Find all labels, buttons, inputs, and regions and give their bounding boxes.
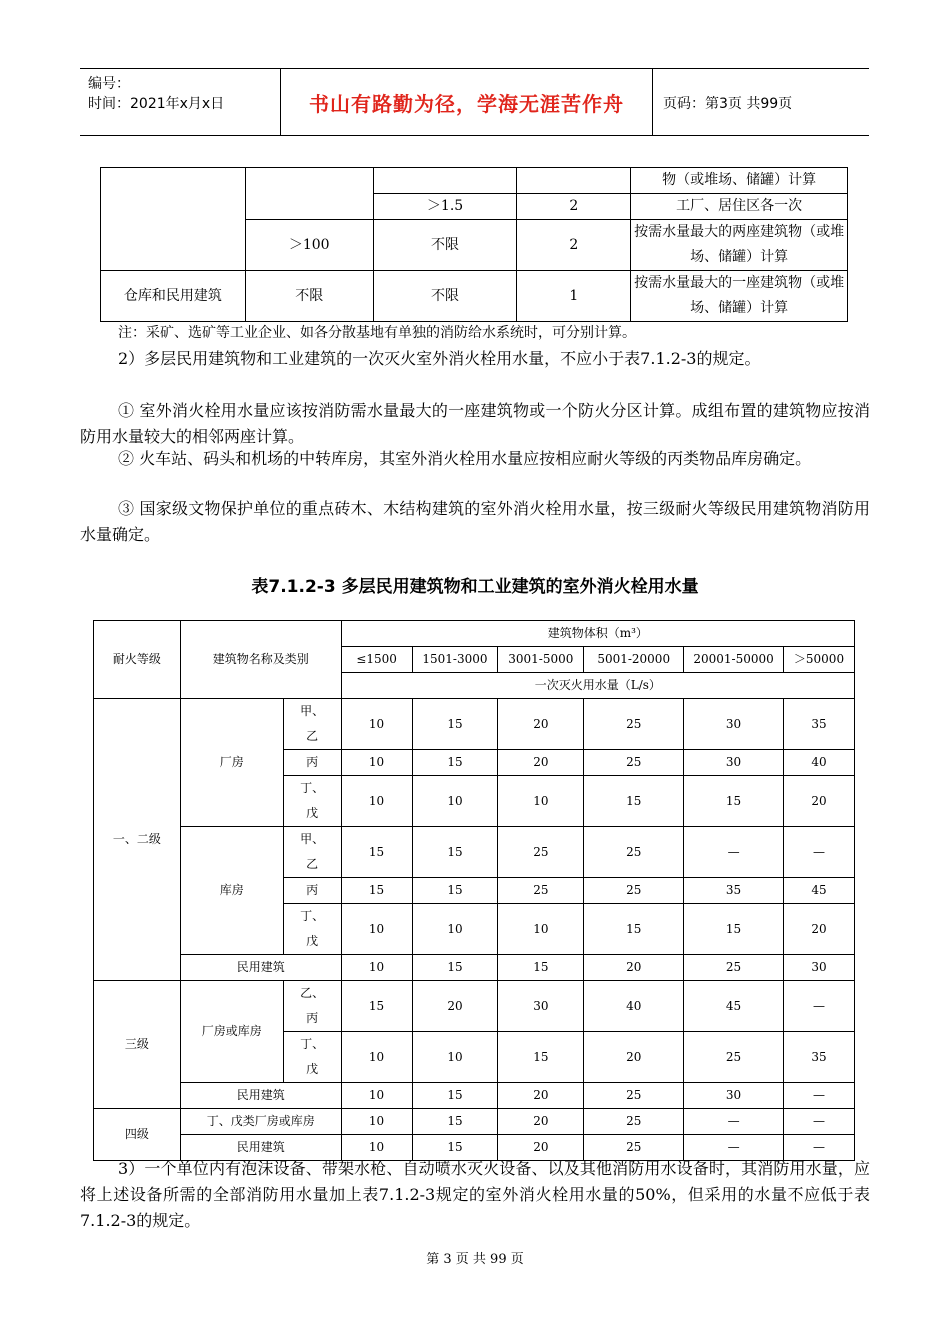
table-cell: ＞1.5: [373, 194, 517, 220]
table-cell: 2: [517, 220, 631, 271]
value-cell: 35: [784, 1032, 855, 1083]
table-row: [101, 168, 848, 194]
group-label: 三级: [94, 981, 181, 1109]
table-cell: ＞100: [245, 220, 373, 271]
header-col: 5001-20000: [584, 647, 684, 673]
value-cell: 20: [498, 750, 584, 776]
value-cell: 10: [341, 1135, 412, 1161]
value-cell: —: [784, 1135, 855, 1161]
class-label: 甲、乙: [283, 827, 341, 878]
class-label: 乙、丙: [283, 981, 341, 1032]
value-cell: 10: [412, 776, 498, 827]
header-meta: [80, 69, 281, 135]
value-cell: 15: [684, 776, 784, 827]
header-water: 一次灭火用水量（L/s）: [341, 673, 854, 699]
table-cell: 工厂、居住区各一次: [631, 194, 848, 220]
header-col: 1501-3000: [412, 647, 498, 673]
value-cell: —: [784, 1083, 855, 1109]
value-cell: 35: [684, 878, 784, 904]
header-fire-rating: 耐火等级: [94, 621, 181, 699]
class-label: 丁、戊: [283, 1032, 341, 1083]
value-cell: —: [784, 1109, 855, 1135]
table-cell: [373, 168, 517, 194]
value-cell: 10: [341, 776, 412, 827]
table-cell: 不限: [245, 271, 373, 322]
category-label: 民用建筑: [180, 1135, 341, 1161]
value-cell: 25: [684, 955, 784, 981]
category-label: 丁、戊类厂房或库房: [180, 1109, 341, 1135]
value-cell: 25: [584, 878, 684, 904]
value-cell: 20: [498, 1109, 584, 1135]
value-cell: 15: [584, 904, 684, 955]
value-cell: 15: [412, 827, 498, 878]
value-cell: 10: [341, 1083, 412, 1109]
value-cell: 15: [584, 776, 684, 827]
table-row: [94, 1109, 855, 1135]
table-caption: 表7.1.2-3 多层民用建筑物和工业建筑的室外消火栓用水量: [251, 577, 699, 597]
value-cell: 15: [341, 827, 412, 878]
table-cell: 2: [517, 194, 631, 220]
table-cell: [245, 168, 373, 220]
value-cell: 20: [584, 1032, 684, 1083]
table-note: 注：采矿、选矿等工业企业、如各分散基地有单独的消防给水系统时，可分别计算。: [118, 325, 636, 341]
value-cell: 15: [341, 981, 412, 1032]
value-cell: 30: [498, 981, 584, 1032]
value-cell: 45: [684, 981, 784, 1032]
value-cell: 25: [584, 750, 684, 776]
date-label: 时间：2021年x月x日: [88, 96, 225, 112]
value-cell: 10: [341, 750, 412, 776]
value-cell: 30: [684, 1083, 784, 1109]
table-cell: 1: [517, 271, 631, 322]
class-label: 丁、戊: [283, 776, 341, 827]
paragraph: 2）多层民用建筑物和工业建筑的一次灭火室外消火栓用水量，不应小于表7.1.2-3的规定。: [118, 349, 761, 368]
header-building-type: 建筑物名称及类别: [180, 621, 341, 699]
group-label: 一、二级: [94, 699, 181, 981]
table-cell: 物（或堆场、储罐）计算: [631, 168, 848, 194]
value-cell: 25: [684, 1032, 784, 1083]
value-cell: 10: [341, 904, 412, 955]
value-cell: 15: [684, 904, 784, 955]
value-cell: 30: [684, 750, 784, 776]
category-label: 厂房: [180, 699, 283, 827]
value-cell: —: [684, 1135, 784, 1161]
table-cell: 仓库和民用建筑: [101, 271, 246, 322]
value-cell: 40: [584, 981, 684, 1032]
value-cell: —: [684, 1109, 784, 1135]
table-row: [94, 955, 855, 981]
value-cell: 10: [341, 1032, 412, 1083]
value-cell: 15: [412, 878, 498, 904]
paragraph: ② 火车站、码头和机场的中转库房，其室外消火栓用水量应按相应耐火等级的丙类物品库房确定。: [118, 449, 812, 468]
value-cell: 30: [784, 955, 855, 981]
slogan: 书山有路勤为径，学海无涯苦作舟: [309, 91, 624, 116]
value-cell: 20: [784, 776, 855, 827]
value-cell: 10: [498, 904, 584, 955]
category-label: 库房: [180, 827, 283, 955]
paragraph: ① 室外消火栓用水量应该按消防需水量最大的一座建筑物或一个防火分区计算。成组布置的建筑物应按消防用水量较大的相邻两座计算。: [80, 401, 870, 446]
value-cell: 15: [412, 955, 498, 981]
class-label: 丙: [283, 750, 341, 776]
value-cell: 15: [341, 878, 412, 904]
value-cell: 15: [412, 750, 498, 776]
paragraph: ③ 国家级文物保护单位的重点砖木、木结构建筑的室外消火栓用水量，按三级耐火等级民用建筑物消防用水量确定。: [80, 499, 870, 544]
table-cell: 不限: [373, 271, 517, 322]
value-cell: 10: [412, 1032, 498, 1083]
value-cell: 25: [584, 1135, 684, 1161]
page-label: 页码：第3页 共99页: [663, 96, 793, 112]
page-footer: 第 3 页 共 99 页: [426, 1252, 524, 1267]
value-cell: 10: [341, 955, 412, 981]
table-row: [101, 271, 848, 322]
value-cell: 25: [584, 1109, 684, 1135]
value-cell: 35: [784, 699, 855, 750]
value-cell: 25: [498, 827, 584, 878]
value-cell: 25: [584, 699, 684, 750]
group-label: 四级: [94, 1109, 181, 1161]
continued-table: [100, 167, 848, 322]
value-cell: 45: [784, 878, 855, 904]
water-volume-table: [93, 620, 855, 1161]
table-header-row: [94, 621, 855, 647]
category-label: 厂房或库房: [180, 981, 283, 1083]
value-cell: 40: [784, 750, 855, 776]
header-col: 20001-50000: [684, 647, 784, 673]
value-cell: 20: [498, 1083, 584, 1109]
table-cell: 按需水量最大的一座建筑物（或堆场、储罐）计算: [631, 271, 848, 322]
header-col: 3001-5000: [498, 647, 584, 673]
value-cell: 10: [498, 776, 584, 827]
header-col: ≤1500: [341, 647, 412, 673]
header-col: ＞50000: [784, 647, 855, 673]
value-cell: 15: [412, 1135, 498, 1161]
class-label: 甲、乙: [283, 699, 341, 750]
number-label: 编号：: [88, 76, 130, 92]
header-slogan-cell: [281, 69, 653, 135]
value-cell: 10: [412, 904, 498, 955]
value-cell: 20: [498, 699, 584, 750]
category-label: 民用建筑: [180, 1083, 341, 1109]
value-cell: 10: [341, 699, 412, 750]
value-cell: —: [684, 827, 784, 878]
value-cell: 10: [341, 1109, 412, 1135]
value-cell: 15: [412, 1083, 498, 1109]
value-cell: 25: [584, 827, 684, 878]
page-header: [80, 68, 869, 136]
value-cell: 15: [498, 1032, 584, 1083]
table-cell: 不限: [373, 220, 517, 271]
header-volume: 建筑物体积（m³）: [341, 621, 854, 647]
category-label: 民用建筑: [180, 955, 341, 981]
table-cell: 按需水量最大的两座建筑物（或堆场、储罐）计算: [631, 220, 848, 271]
value-cell: 20: [498, 1135, 584, 1161]
class-label: 丙: [283, 878, 341, 904]
value-cell: 25: [584, 1083, 684, 1109]
value-cell: 20: [412, 981, 498, 1032]
value-cell: 25: [498, 878, 584, 904]
table-cell: [101, 168, 246, 271]
class-label: 丁、戊: [283, 904, 341, 955]
value-cell: 20: [784, 904, 855, 955]
value-cell: 15: [412, 1109, 498, 1135]
value-cell: 15: [412, 699, 498, 750]
value-cell: 15: [498, 955, 584, 981]
value-cell: —: [784, 827, 855, 878]
table-cell: [517, 168, 631, 194]
table-row: [94, 1083, 855, 1109]
value-cell: 20: [584, 955, 684, 981]
value-cell: —: [784, 981, 855, 1032]
paragraph: 3）一个单位内有泡沫设备、带架水枪、自动喷水灭火设备、以及其他消防用水设备时，其消防用水量，应将上述设备所需的全部消防用水量加上表7.1.2-3规定的室外消火栓用水量的50%，但采用的水量不应低于表7.1.2-3的规定。: [80, 1159, 870, 1230]
value-cell: 30: [684, 699, 784, 750]
